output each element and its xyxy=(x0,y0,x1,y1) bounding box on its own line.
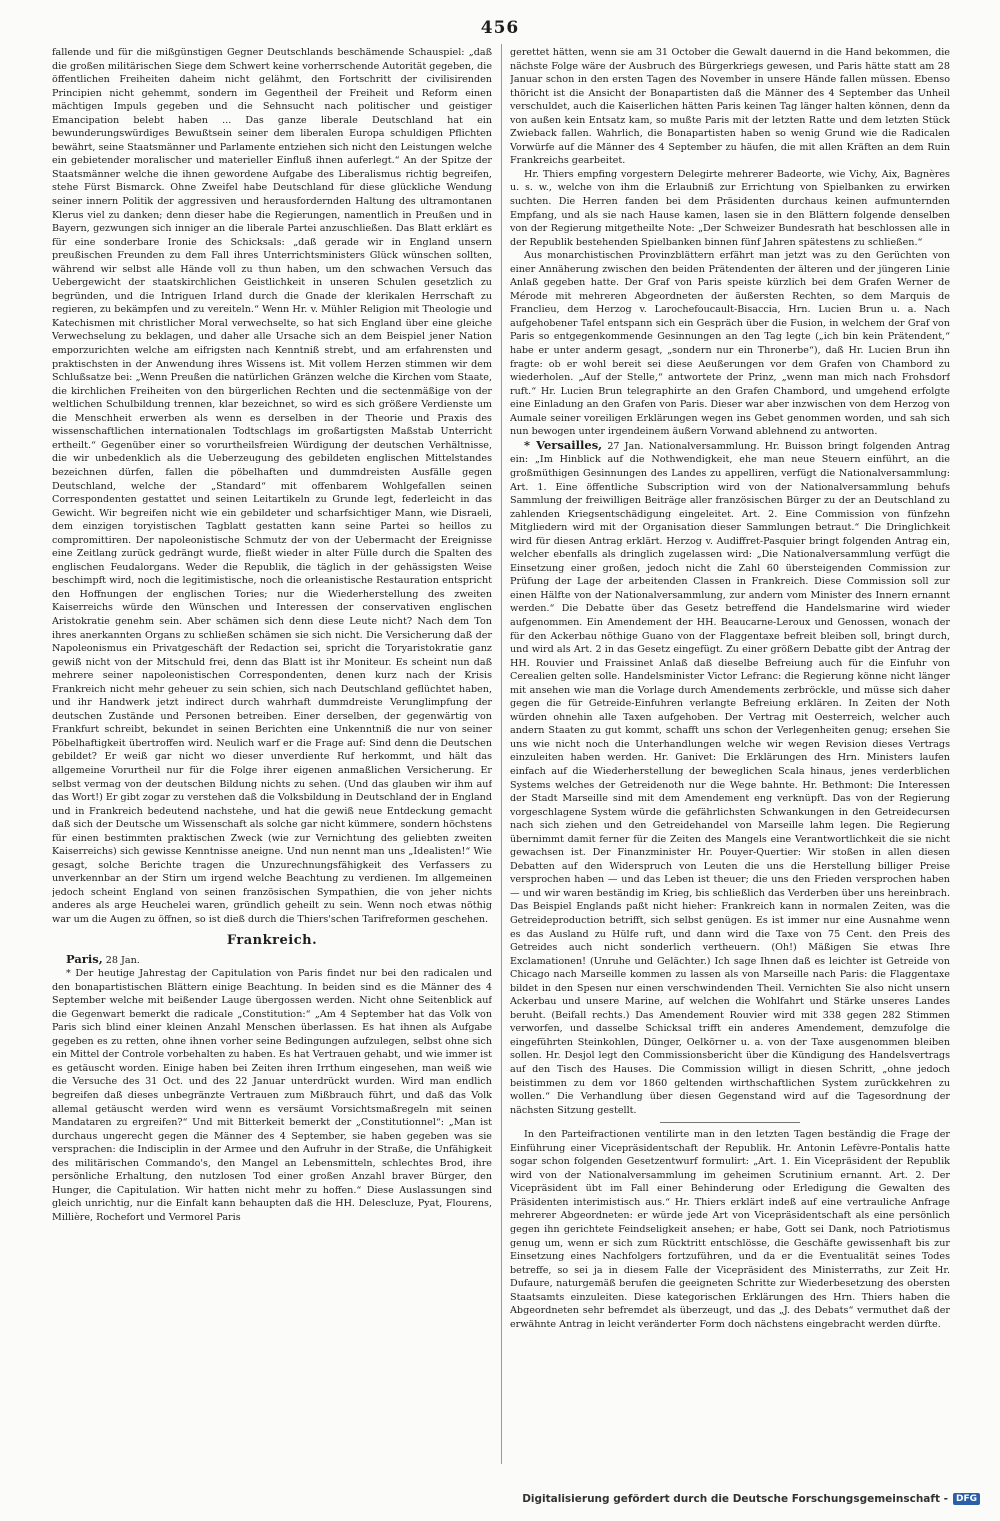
dateline-date: 28 Jan. xyxy=(105,954,140,966)
column-divider xyxy=(501,44,502,1464)
article-paragraph: In den Parteifractionen ventilirte man in den letzten Tagen beständig die Frage der Einführung einer Vicepräsidentschaft der Republik. Hr. Antonin Lefèvre-Pontalis hatte sogar schon folgenden Gesetzentwurf formulirt: „Art. 1. Ein Vicepräsident der Republik wird von der Nationalversammlung im geheimen Scrutinium ernannt. Art. 2. Der Vicepräsident übt im Fall einer Behinderung oder Erledigung die Gewalten des Präsidenten interimistisch aus.“ Hr. Thiers erklärt indeß auf eine vertrauliche Anfrage mehrerer Abgeordneten: er würde jede Art von Vicepräsidentschaft als eine persönlich gegen ihn gerichtete Feindseligkeit ansehen; er habe, Gott sei Dank, noch Patriotismus genug um, wenn er sich zum Rücktritt entschlösse, die Geschäfte gewissenhaft bis zur Einsetzung eines Nachfolgers fortzuführen, und da er die Eventualität seines Todes betreffe, so sei ja in diesem Falle der Vicepräsident des Ministerraths, zur Zeit Hr. Dufaure, naturgemäß berufen die geeigneten Schritte zur Wiederbesetzung des obersten Staatsamts einzuleiten. Diese kategorischen Erklärungen des Hrn. Thiers haben die Abgeordneten sehr befremdet als überzeugt, und das „J. des Debats“ vermuthet daß der erwähnte Antrag in leicht veränderter Form doch nächstens eingebracht werden dürfte. xyxy=(510,1129,950,1330)
article-paragraph: Hr. Thiers empfing vorgestern Delegirte mehrerer Badeorte, wie Vichy, Aix, Bagnères u. s. w., welche von ihm die Erlaubniß zur Errichtung von Spielbanken zu erwirken suchten. Die Herren fanden bei dem Präsidenten durchaus keinen aufmunternden Empfang, und als sie nach Hause kamen, lasen sie in den Blättern folgende denselben von der Regierung mitgetheilte Note: „Der Schweizer Bundesrath hat beschlossen alle in der Republik bestehenden Spielbanken binnen fünf Jahren spätestens zu schließen.“ xyxy=(510,168,950,248)
right-column xyxy=(510,46,950,1466)
article-paragraph: fallende und für die mißgünstigen Gegner Deutschlands beschämende Schauspiel: „daß die großen militärischen Siege dem Schwert keine vorherrschende Autorität gegeben, die öffentlichen Freiheiten daheim nicht gelähmt, den Fortschritt der civilisirenden Principien nicht gehemmt, sondern im Gegentheil der Freiheit und Reform einen mächtigen Impuls gegeben und die Sehnsucht nach politischer und geistiger Emancipation belebt haben ... Das ganze liberale Deutschland hat ein bewunderungswürdiges Bewußtsein seiner dem liberalen Europa schuldigen Pflichten bewährt, seine Staatsmänner und Parlamente entziehen sich nicht den Leistungen welche ein gebietender moralischer und materieller Einfluß ihnen auferlegt.“ An der Spitze der Staatsmänner welche die ihnen gewordene Aufgabe des Liberalismus richtig begreifen, stehe Fürst Bismarck. Ohne Zweifel habe Deutschland für diese glückliche Wendung seiner innern Politik der aggressiven und herausfordernden Haltung des ultramontanen Klerus viel zu danken; denn dieser habe die Regierungen, namentlich in Preußen und in Bayern, gezwungen sich inniger an die liberale Partei anzuschließen. Das Blatt erklärt es für eine sonderbare Ironie des Schicksals: „daß gerade wir in England unsern preußischen Freunden zu dem Fall ihres Unterrichtsministers Glück wünschen sollten, während wir selbst alle Hände voll zu thun haben, um den schwachen Versuch das Uebergewicht der staatskirchlichen Geistlichkeit in unseren Schulen gesetzlich zu begründen, und die Intriguen Irland durch die Gnade der klerikalen Herrschaft zu regieren, zu bekämpfen und zu vereiteln.“ Wenn Hr. v. Mühler Religion mit Theologie und Katechismen mit christlicher Moral verwechselte, so hat sich England über eine gleiche Verwechselung zu beklagen, und daher alle Ursache sich an dem Beispiel jener Nation emporzurichten welche am eifrigsten nach Kenntniß strebt, und am erfahrensten und praktischsten in der Anwendung ihres Wissens ist. Mit vollem Herzen stimmen wir dem Schlußsatze bei: „Wenn Preußen die natürlichen Gränzen welche die Kirchen vom Staate, die kirchlichen Freiheiten von den bürgerlichen Rechten und die sectenmäßige von der weltlichen Schulbildung trennen, klar bezeichnet, so wird es sich größere Verdienste um die Menschheit erwerben als wenn es derselben in der Theorie und Praxis des wissenschaftlichen internationalen Todtschlags im großartigsten Maßstab Unterricht ertheilt.“ Gegenüber einer so vorurtheilsfreien Würdigung der deutschen Verhältnisse, die wir unbedenklich als die Ueberzeugung des gebildeten englischen Mittelstandes bezeichnen dürfen, fallen die pöbelhaften und dummdreisten Ausfälle gegen Deutschland, welche der „Standard“ mit offenbarem Wohlgefallen seinen Correspondenten gestattet und seinen Leitartikeln zu Grunde legt, federleicht in das Gewicht. Wir begreifen nicht wie ein gebildeter und scharfsichtiger Mann, wie Disraeli, dem einzigen toryistischen Tagblatt gestatten kann seine Partei so heillos zu compromittiren. Der napoleonistische Schmutz der von der Uebermacht der Ereignisse eine Zeitlang zurück gedrängt wurde, fließt wieder in alter Fülle durch die Spalten des englischen Feudalorgans. Weder die Republik, die täglich in der gehässigsten Weise beschimpft wird, noch die legitimistische, noch die orleanistische Restauration entspricht den Hoffnungen der englischen Tories; nur die Wiederherstellung des zweiten Kaiserreichs würde den Wünschen und Interessen der conservativen englischen Aristokratie genehm sein. Aber schämen sich denn diese Leute nicht? Nach dem Ton ihres anerkannten Organs zu schließen schämen sie sich nicht. Die Versicherung daß der Napoleonismus ein Privatgeschäft der Redaction sei, spricht die Toryaristokratie ganz gewiß nicht von der Mitschuld frei, denn das Blatt ist ihr Moniteur. Es scheint nun daß mehrere seiner napoleonistischen Correspondenten, denen kurz nach der Krisis Frankreich nicht mehr geheuer zu sein schien, sich nach Deutschland geflüchtet haben, und ihr Handwerk jetzt indirect durch wahrhaft dummdreiste Verunglimpfung der deutschen Zustände und Personen betreiben. Einer derselben, der gegenwärtig von Frankfurt schreibt, bekundet in seinen Berichten eine Unkenntniß die nur von seiner Pöbelhaftigkeit übertroffen wird. Neulich warf er die Frage auf: Sind denn die Deutschen gebildet? Er weiß gar nicht wo dieser unverdiente Ruf herkommt, und hält das allgemeine Vorurtheil nur für die Folge ihrer eigenen anmaßlichen Versicherung. Er selbst vermag von der deutschen Bildung nichts zu sehen. (Und das glauben wir ihm auf das Wort!) Er gibt zogar zu verstehen daß die Volksbildung in Deutschland der in England und in Frankreich bedeutend nachstehe, und hat die gewiß neue Entdeckung gemacht daß sich der Deutsche um Wissenschaft als solche gar nicht kümmere, sondern höchstens für einen bestimmten praktischen Zweck (wie zur Vernichtung des geliebten zweiten Kaiserreichs) sich gewisse Kenntnisse aneigne. Und nun nennt man uns „Idealisten!“ Wie gesagt, solche Berichte tragen die Unzurechnungsfähigkeit des Verfassers zu unverkennbar an der Stirn um irgend welche Beachtung zu verdienen. Im allgemeinen jedoch scheint England von seinen französischen Sympathien, die von jeher nichts anderes als arge Heuchelei waren, gründlich geheilt zu sein. Wenn noch etwas nöthig war um die Augen zu öffnen, so ist dieß durch die Thiers'schen Tarifreformen geschehen. xyxy=(52,47,492,925)
dfg-logo: DFG xyxy=(953,1493,980,1505)
footer-text: Digitalisierung gefördert durch die Deutsche Forschungsgemeinschaft - xyxy=(522,1493,948,1505)
article-paragraph xyxy=(510,439,950,1117)
dateline-place: * Versailles, xyxy=(524,437,603,452)
article-body: Nationalversammlung. Hr. Buisson bringt folgenden Antrag ein: „Im Hinblick auf die Nothwendigkeit, ehe man neue Steuern einführt, an die großmüthigen Gesinnungen des Landes zu appelliren, verfügt die Nationalversammlung: Art. 1. Eine öffentliche Subscription wird von der Nationalversammlung behufs Sammlung der freiwilligen Beiträge aller französischen Bürger zu der an Deutschland zu zahlenden Kriegsentschädigung eingeleitet. Art. 2. Eine Commission von fünfzehn Mitgliedern wird mit der Organisation dieser Sammlungen betraut.“ Die Dringlichkeit wird für diesen Antrag erklärt. Herzog v. Audiffret-Pasquier bringt folgenden Antrag ein, welcher ebenfalls als dringlich zugelassen wird: „Die Nationalversammlung verfügt die Einsetzung einer großen, jedoch nicht die Zahl 60 übersteigenden Commission zur Prüfung der Lage der arbeitenden Classen in Frankreich. Diese Commission soll zur einen Hälfte von der Nationalversammlung, zur andern vom Minister des Innern ernannt werden.“ Die Debatte über das Gesetz betreffend die Handelsmarine wird wieder aufgenommen. Ein Amendement der HH. Beaucarne-Leroux und Genossen, wonach der für den Ackerbau nöthige Guano von der Flaggentaxe befreit bleiben soll, bringt durch, und wird als Art. 2 in das Gesetz eingefügt. Zu einer größern Debatte gibt der Antrag der HH. Rouvier und Fraissinet Anlaß daß dieselbe Befreiung auch für die Einfuhr von Cerealien gelten solle. Handelsminister Victor Lefranc: die Regierung könne nicht länger mit ansehen wie man die Vorlage durch Amendements zerbröckle, und müsse sich daher gegen die für Getreide-Einfuhren verlangte Befreiung erklären. In Zeiten der Noth würden ohnehin alle Taxen aufgehoben. Der Vertrag mit Oesterreich, welcher auch andern Staaten zu gut kommt, schafft uns schon der Verlegenheiten genug; ersehen Sie uns wie nicht noch die Unterhandlungen welche wir wegen Revision dieses Vertrags einzuleiten haben werden. Hr. Ganivet: Die Erklärungen des Hrn. Ministers laufen einfach auf die Wiederherstellung der beweglichen Scala hinaus, jenes verderblichen Systems welches der Getreidenoth nur die Wege bahnte. Hr. Bethmont: Die Interessen der Stadt Marseille sind mit dem Amendement eng verknüpft. Das von der Regierung vorgeschlagene System würde die gefährlichsten Schwankungen in den Getreidecursen nach sich ziehen und den Getreidehandel von Marseille lahm legen. Die Regierung übernimmt damit ferner für die Zeiten des Mangels eine Verantwortlichkeit die sie nicht gewachsen ist. Der Finanzminister Hr. Pouyer-Quertier: Wir stoßen in allen diesen Debatten auf den Widerspruch von Leuten die uns die Herstellung billiger Preise versprochen haben — und das Leben ist theuer; die uns den Frieden versprochen haben — und wir waren beständig im Krieg, bis schließlich das Verderben über uns hereinbrach. Das Beispiel Englands paßt nicht hieher: Frankreich kann in normalen Zeiten, was die Getreideproduction betrifft, sich selbst genügen. Es ist immer nur eine Ausnahme wenn es das Ausland zu Hülfe ruft, und dann wird die Taxe von 75 Cent. den Preis des Getreides auch nicht sonderlich vertheuern. (Oh!) Mäßigen Sie etwas Ihre Exclamationen! (Unruhe und Gelächter.) Ich sage Ihnen daß es leichter ist Getreide von Chicago nach Marseille kommen zu lassen als von Marseille nach Paris: die Flaggentaxe bildet in den Spesen nur einen verschwindenden Theil. Vernichten Sie also nicht unsern Ackerbau und unsere Marine, auf welchen die Wohlfahrt und Stärke unseres Landes beruht. (Beifall rechts.) Das Amendement Rouvier wird mit 338 gegen 282 Stimmen verworfen, und dasselbe Schicksal trifft ein anderes Amendement, demzufolge die eingeführten Steinkohlen, Dünger, Oelkörner u. a. von der Taxe ausgenommen bleiben sollen. Hr. Desjol legt den Commissionsbericht über die Kündigung des Handelsvertrags auf den Tisch des Hauses. Die Commission willigt in diesen Schritt, „ohne jedoch beistimmen zu dem vor 1860 geltenden wirthschaftlichen System zurückkehren zu wollen.“ Die Verhandlung über diesen Gegenstand wird auf die Tagesordnung der nächsten Sitzung gestellt. xyxy=(510,440,950,1116)
page-number: 456 xyxy=(480,18,520,38)
article-paragraph: gerettet hätten, wenn sie am 31 October die Gewalt dauernd in die Hand bekommen, die nächste Folge wäre der Ausbruch des Bürgerkriegs gewesen, und Paris hätte statt am 28 Januar schon in den ersten Tagen des November in unsere Hände fallen müssen. Ebenso thöricht ist die Ansicht der Bonapartisten daß die Männer des 4 September das Unheil verschuldet, auch die Kaiserlichen hätten Paris keinen Tag länger halten können, denn da von außen kein Entsatz kam, so mußte Paris mit der letzten Ratte und dem letzten Stück Zwieback fallen. Wahrlich, die Bonapartisten haben so wenig Grund wie die Radicalen Vorwürfe auf die Männer des 4 September zu häufen, die mit allen Kräften an dem Ruin Frankreichs gearbeitet. xyxy=(510,47,950,167)
left-column xyxy=(52,46,492,1466)
section-heading: Frankreich. xyxy=(226,932,318,948)
article-paragraph: * Der heutige Jahrestag der Capitulation von Paris findet nur bei den radicalen und den bonapartistischen Blättern einige Beachtung. In beiden sind es die Männer des 4 September welche mit beißender Lauge übergossen werden. Nicht ohne Seitenblick auf die Gegenwart bemerkt die radicale „Constitution:“ „Am 4 September hat das Volk von Paris sich blind einer kleinen Anzahl Menschen überlassen. Es hat ihnen als Aufgabe gegeben es zu retten, ohne ihnen vorher seine Bedingungen aufzulegen, selbst ohne sich ein Mittel der Controle vorbehalten zu haben. Es hat Vertrauen gehabt, und wie immer ist es getäuscht worden. Einige haben bei Zeiten ihren Irrthum eingesehen, man weiß wie die Versuche des 31 Oct. und des 22 Januar unterdrückt wurden. Wird man endlich begreifen daß dieses unbegränzte Vertrauen zum Mißbrauch führt, und daß das Volk allemal getäuscht werden wird wenn es versäumt Vorsichtsmaßregeln mit seinen Mandataren zu ergreifen?“ Und mit Bitterkeit bemerkt der „Constitutionnel“: „Man ist durchaus ungerecht gegen die Männer des 4 September, sie haben gegeben was sie versprachen: die Indisciplin in der Armee und den Aufruhr in der Straße, die Unfähigkeit des militärischen Commando's, den Mangel an Lebensmitteln, schlechtes Brod, ihre persönliche Erhaltung, den nutzlosen Tod einer großen Anzahl braver Bürger, den Hunger, die Capitulation. Wir hatten nicht mehr zu hoffen.“ Diese Auslassungen sind gleich unrichtig, nur die Einfalt kann behaupten daß die HH. Delescluze, Pyat, Flourens, Millière, Rochefort und Vermorel Paris xyxy=(52,968,492,1223)
dateline-date: 27 Jan. xyxy=(607,440,644,452)
article-paragraph: Aus monarchistischen Provinzblättern erfährt man jetzt was zu den Gerüchten von einer Annäherung zwischen den beiden Prätendenten der älteren und der jüngeren Linie Anlaß gegeben hatte. Der Graf von Paris speiste kürzlich bei dem Grafen Werner de Mérode mit mehreren Abgeordneten der äußersten Rechten, so dem Marquis de Franclieu, dem Herzog v. Larochefoucault-Bisaccia, Hrn. Lucien Brun u. a. Nach aufgehobener Tafel entspann sich ein Gespräch über die Fusion, in welchem der Graf von Paris so entgegenkommende Gesinnungen an den Tag legte („ich bin kein Prätendent,“ habe er unter anderm gesagt, „sondern nur ein Thronerbe“), daß Hr. Lucien Brun ihn fragte: ob er wohl bereit sei diese Aeußerungen vor dem Grafen von Chambord zu wiederholen. „Auf der Stelle,“ antwortete der Prinz, „wenn man mich nach Frohsdorf ruft.“ Hr. Lucien Brun telegraphirte an den Grafen Chambord, und umgehend erfolgte eine Einladung an den Grafen von Paris. Dieser war aber inzwischen von dem Herzog von Aumale seiner voreiligen Erklärungen wegen ins Gebet genommen worden, und sah sich nun bewogen unter irgendeinem äußern Vorwand ablehnend zu antworten. xyxy=(510,250,950,438)
article-paragraph xyxy=(52,953,492,968)
separator-line xyxy=(660,1122,800,1123)
dateline-place: Paris, xyxy=(66,951,103,966)
footer-credit xyxy=(522,1493,980,1505)
